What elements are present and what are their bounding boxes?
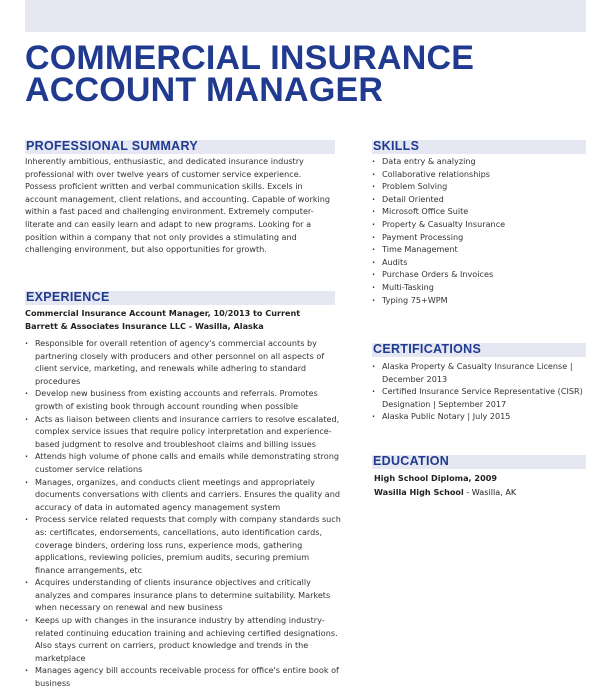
education-heading: EDUCATION (373, 454, 450, 468)
education-section-header (372, 455, 586, 469)
education-school-line (374, 487, 516, 497)
experience-bullet: · Responsible for overall retention of agency's commercial accounts by partnering closely with producers and other personnel on all aspects of client service, marketing, and renewals while adhering to standard procedures (25, 337, 341, 387)
experience-bullet: · Keeps up with changes in the insurance industry by attending industry-related continuing education training and achieving certified designations. Also stays current on carriers, product knowledge and trends in the marketplace (25, 614, 341, 664)
experience-bullet: · Acts as liaison between clients and insurance carriers to resolve escalated, complex service issues that require policy interpretation and experience-based judgment to resolve and troubleshoot claims and billing issues (25, 413, 341, 451)
certifications-list (372, 360, 592, 423)
skills-list (372, 155, 592, 306)
skill-item: · Audits (372, 256, 592, 269)
education-location: - Wasilla, AK (463, 487, 517, 497)
skill-item: · Microsoft Office Suite (372, 205, 592, 218)
header-band (25, 0, 586, 32)
skill-item: · Detail Oriented (372, 193, 592, 206)
candidate-title: COMMERCIAL INSURANCE ACCOUNT MANAGER (25, 39, 475, 109)
skill-item: · Collaborative relationships (372, 168, 592, 181)
summary-text: Inherently ambitious, enthusiastic, and dedicated insurance industry professional with over twelve years of customer service experience. Possess proficient written and verbal communication skills. Excels in account management, client relations, and accounting. Capable of working within a fast paced and challenging environment. Extremely computer-literate and can easily learn and adapt to new programs. Looking for a position within a company that not only provides a stimulating and challenging environment, but also opportunities for growth. (25, 156, 331, 255)
skills-section-header (372, 140, 586, 154)
skill-item: · Typing 75+WPM (372, 294, 592, 307)
summary-section-header (25, 140, 335, 154)
education-degree: High School Diploma, 2009 (374, 473, 497, 483)
experience-bullets (25, 337, 341, 690)
certification-item: · Certified Insurance Service Representative (CISR) Designation | September 2017 (372, 385, 592, 410)
skill-item: · Purchase Orders & Invoices (372, 268, 592, 281)
skills-heading: SKILLS (373, 139, 420, 153)
experience-bullet: · Acquires understanding of clients insurance objectives and critically analyzes and compares insurance plans to determine suitability. Markets when necessary on renewal and new business (25, 576, 341, 614)
experience-bullet: · Manages agency bill accounts receivable process for office's entire book of business (25, 664, 341, 689)
skill-item: · Payment Processing (372, 231, 592, 244)
experience-section-header (25, 291, 335, 305)
certifications-section-header (372, 343, 586, 357)
certification-item: · Alaska Property & Casualty Insurance License | December 2013 (372, 360, 592, 385)
skill-item: · Multi-Tasking (372, 281, 592, 294)
experience-bullet: · Manages, organizes, and conducts client meetings and appropriately documents conversations with clients and carriers. Ensures the quality and accuracy of data in automated agency management system (25, 476, 341, 514)
skill-item: · Data entry & analyzing (372, 155, 592, 168)
job-company: Barrett & Associates Insurance LLC - Wasilla, Alaska (25, 321, 264, 331)
certification-item: · Alaska Public Notary | July 2015 (372, 410, 592, 423)
experience-bullet: · Attends high volume of phone calls and emails while demonstrating strong customer service relations (25, 450, 341, 475)
experience-heading: EXPERIENCE (26, 290, 110, 304)
experience-bullet: · Develop new business from existing accounts and referrals. Promotes growth of existing book through account rounding when possible (25, 387, 341, 412)
education-school: Wasilla High School (374, 487, 464, 497)
job-title: Commercial Insurance Account Manager, 10/2013 to Current (25, 308, 301, 318)
certifications-heading: CERTIFICATIONS (373, 342, 482, 356)
skill-item: · Problem Solving (372, 180, 592, 193)
skill-item: · Time Management (372, 243, 592, 256)
summary-heading: PROFESSIONAL SUMMARY (26, 139, 198, 153)
experience-bullet: · Process service related requests that comply with company standards such as: certificates, endorsements, cancellations, auto identification cards, coverage binders, ordering loss runs, experience mods, gathering applications, reviewing policies, premium audits, securing premium finance arrangements, etc (25, 513, 341, 576)
skill-item: · Property & Casualty Insurance (372, 218, 592, 231)
